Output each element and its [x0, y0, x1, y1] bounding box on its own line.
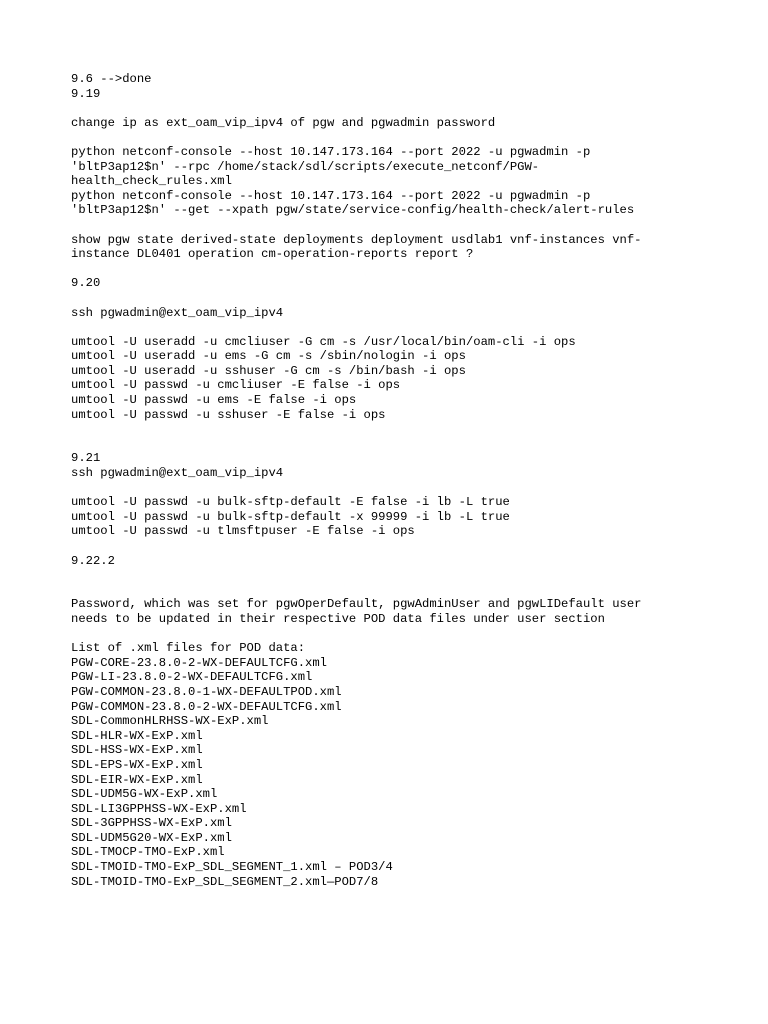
text-line-30: umtool -U passwd -u bulk-sftp-default -E false -i lb -L true — [71, 495, 510, 510]
text-line-43: PGW-COMMON-23.8.0-1-WX-DEFAULTPOD.xml — [71, 684, 342, 699]
text-line-26 — [71, 437, 731, 452]
text-line-41: PGW-CORE-23.8.0-2-WX-DEFAULTCFG.xml — [71, 655, 327, 670]
text-line-2: 9.19 — [71, 86, 101, 101]
text-line-49: SDL-EIR-WX-ExP.xml — [71, 772, 203, 787]
text-line-36 — [71, 583, 731, 598]
text-line-14 — [71, 262, 731, 277]
text-line-19: umtool -U useradd -u cmcliuser -G cm -s /usr/local/bin/oam-cli -i ops — [71, 334, 576, 349]
text-line-25 — [71, 422, 731, 437]
text-line-9: python netconf-console --host 10.147.173.164 --port 2022 -u pgwadmin -p — [71, 188, 591, 203]
text-line-56: SDL-TMOID-TMO-ExP_SDL_SEGMENT_2.xml—POD7/8 — [71, 874, 379, 889]
text-line-38: needs to be updated in their respective POD data files under user section — [71, 611, 605, 626]
text-line-7: 'bltP3ap12$n' --rpc /home/stack/sdl/scripts/execute_netconf/PGW- — [71, 159, 540, 174]
text-line-35 — [71, 568, 731, 583]
text-line-17: ssh pgwadmin@ext_oam_vip_ipv4 — [71, 305, 284, 320]
text-line-8: health_check_rules.xml — [71, 174, 232, 189]
text-line-34: 9.22.2 — [71, 553, 115, 568]
text-line-13: instance DL0401 operation cm-operation-reports report ? — [71, 247, 474, 262]
text-line-6: python netconf-console --host 10.147.173.164 --port 2022 -u pgwadmin -p — [71, 144, 591, 159]
text-line-33 — [71, 539, 731, 554]
text-line-16 — [71, 291, 731, 306]
text-line-18 — [71, 320, 731, 335]
text-line-5 — [71, 130, 731, 145]
text-line-54: SDL-TMOCP-TMO-ExP.xml — [71, 845, 225, 860]
text-line-20: umtool -U useradd -u ems -G cm -s /sbin/nologin -i ops — [71, 349, 466, 364]
text-line-42: PGW-LI-23.8.0-2-WX-DEFAULTCFG.xml — [71, 670, 313, 685]
text-line-1: 9.6 -->done — [71, 72, 152, 86]
text-line-29 — [71, 481, 731, 496]
text-line-28: ssh pgwadmin@ext_oam_vip_ipv4 — [71, 466, 284, 481]
text-line-23: umtool -U passwd -u ems -E false -i ops — [71, 393, 357, 408]
text-line-3 — [71, 101, 731, 116]
text-line-22: umtool -U passwd -u cmcliuser -E false -i ops — [71, 378, 401, 393]
text-line-4: change ip as ext_oam_vip_ipv4 of pgw and pgwadmin password — [71, 115, 496, 130]
text-line-10: 'bltP3ap12$n' --get --xpath pgw/state/service-config/health-check/alert-rules — [71, 203, 635, 218]
text-line-44: PGW-COMMON-23.8.0-2-WX-DEFAULTCFG.xml — [71, 699, 342, 714]
text-line-11 — [71, 218, 731, 233]
text-line-47: SDL-HSS-WX-ExP.xml — [71, 743, 203, 758]
text-line-46: SDL-HLR-WX-ExP.xml — [71, 728, 203, 743]
text-line-45: SDL-CommonHLRHSS-WX-ExP.xml — [71, 714, 269, 729]
text-line-27: 9.21 — [71, 451, 101, 466]
document-body — [71, 72, 731, 889]
text-line-12: show pgw state derived-state deployments deployment usdlab1 vnf-instances vnf- — [71, 232, 642, 247]
text-line-37: Password, which was set for pgwOperDefault, pgwAdminUser and pgwLIDefault user — [71, 597, 642, 612]
text-line-32: umtool -U passwd -u tlmsftpuser -E false -i ops — [71, 524, 415, 539]
text-line-15: 9.20 — [71, 276, 101, 291]
text-line-48: SDL-EPS-WX-ExP.xml — [71, 757, 203, 772]
text-line-39 — [71, 627, 731, 642]
text-line-21: umtool -U useradd -u sshuser -G cm -s /bin/bash -i ops — [71, 363, 466, 378]
text-line-40: List of .xml files for POD data: — [71, 641, 306, 656]
text-line-53: SDL-UDM5G20-WX-ExP.xml — [71, 830, 232, 845]
text-line-24: umtool -U passwd -u sshuser -E false -i ops — [71, 407, 386, 422]
text-line-31: umtool -U passwd -u bulk-sftp-default -x 99999 -i lb -L true — [71, 509, 510, 524]
text-line-51: SDL-LI3GPPHSS-WX-ExP.xml — [71, 801, 247, 816]
text-line-52: SDL-3GPPHSS-WX-ExP.xml — [71, 816, 232, 831]
text-line-55: SDL-TMOID-TMO-ExP_SDL_SEGMENT_1.xml – POD3/4 — [71, 860, 393, 875]
text-line-50: SDL-UDM5G-WX-ExP.xml — [71, 787, 218, 802]
